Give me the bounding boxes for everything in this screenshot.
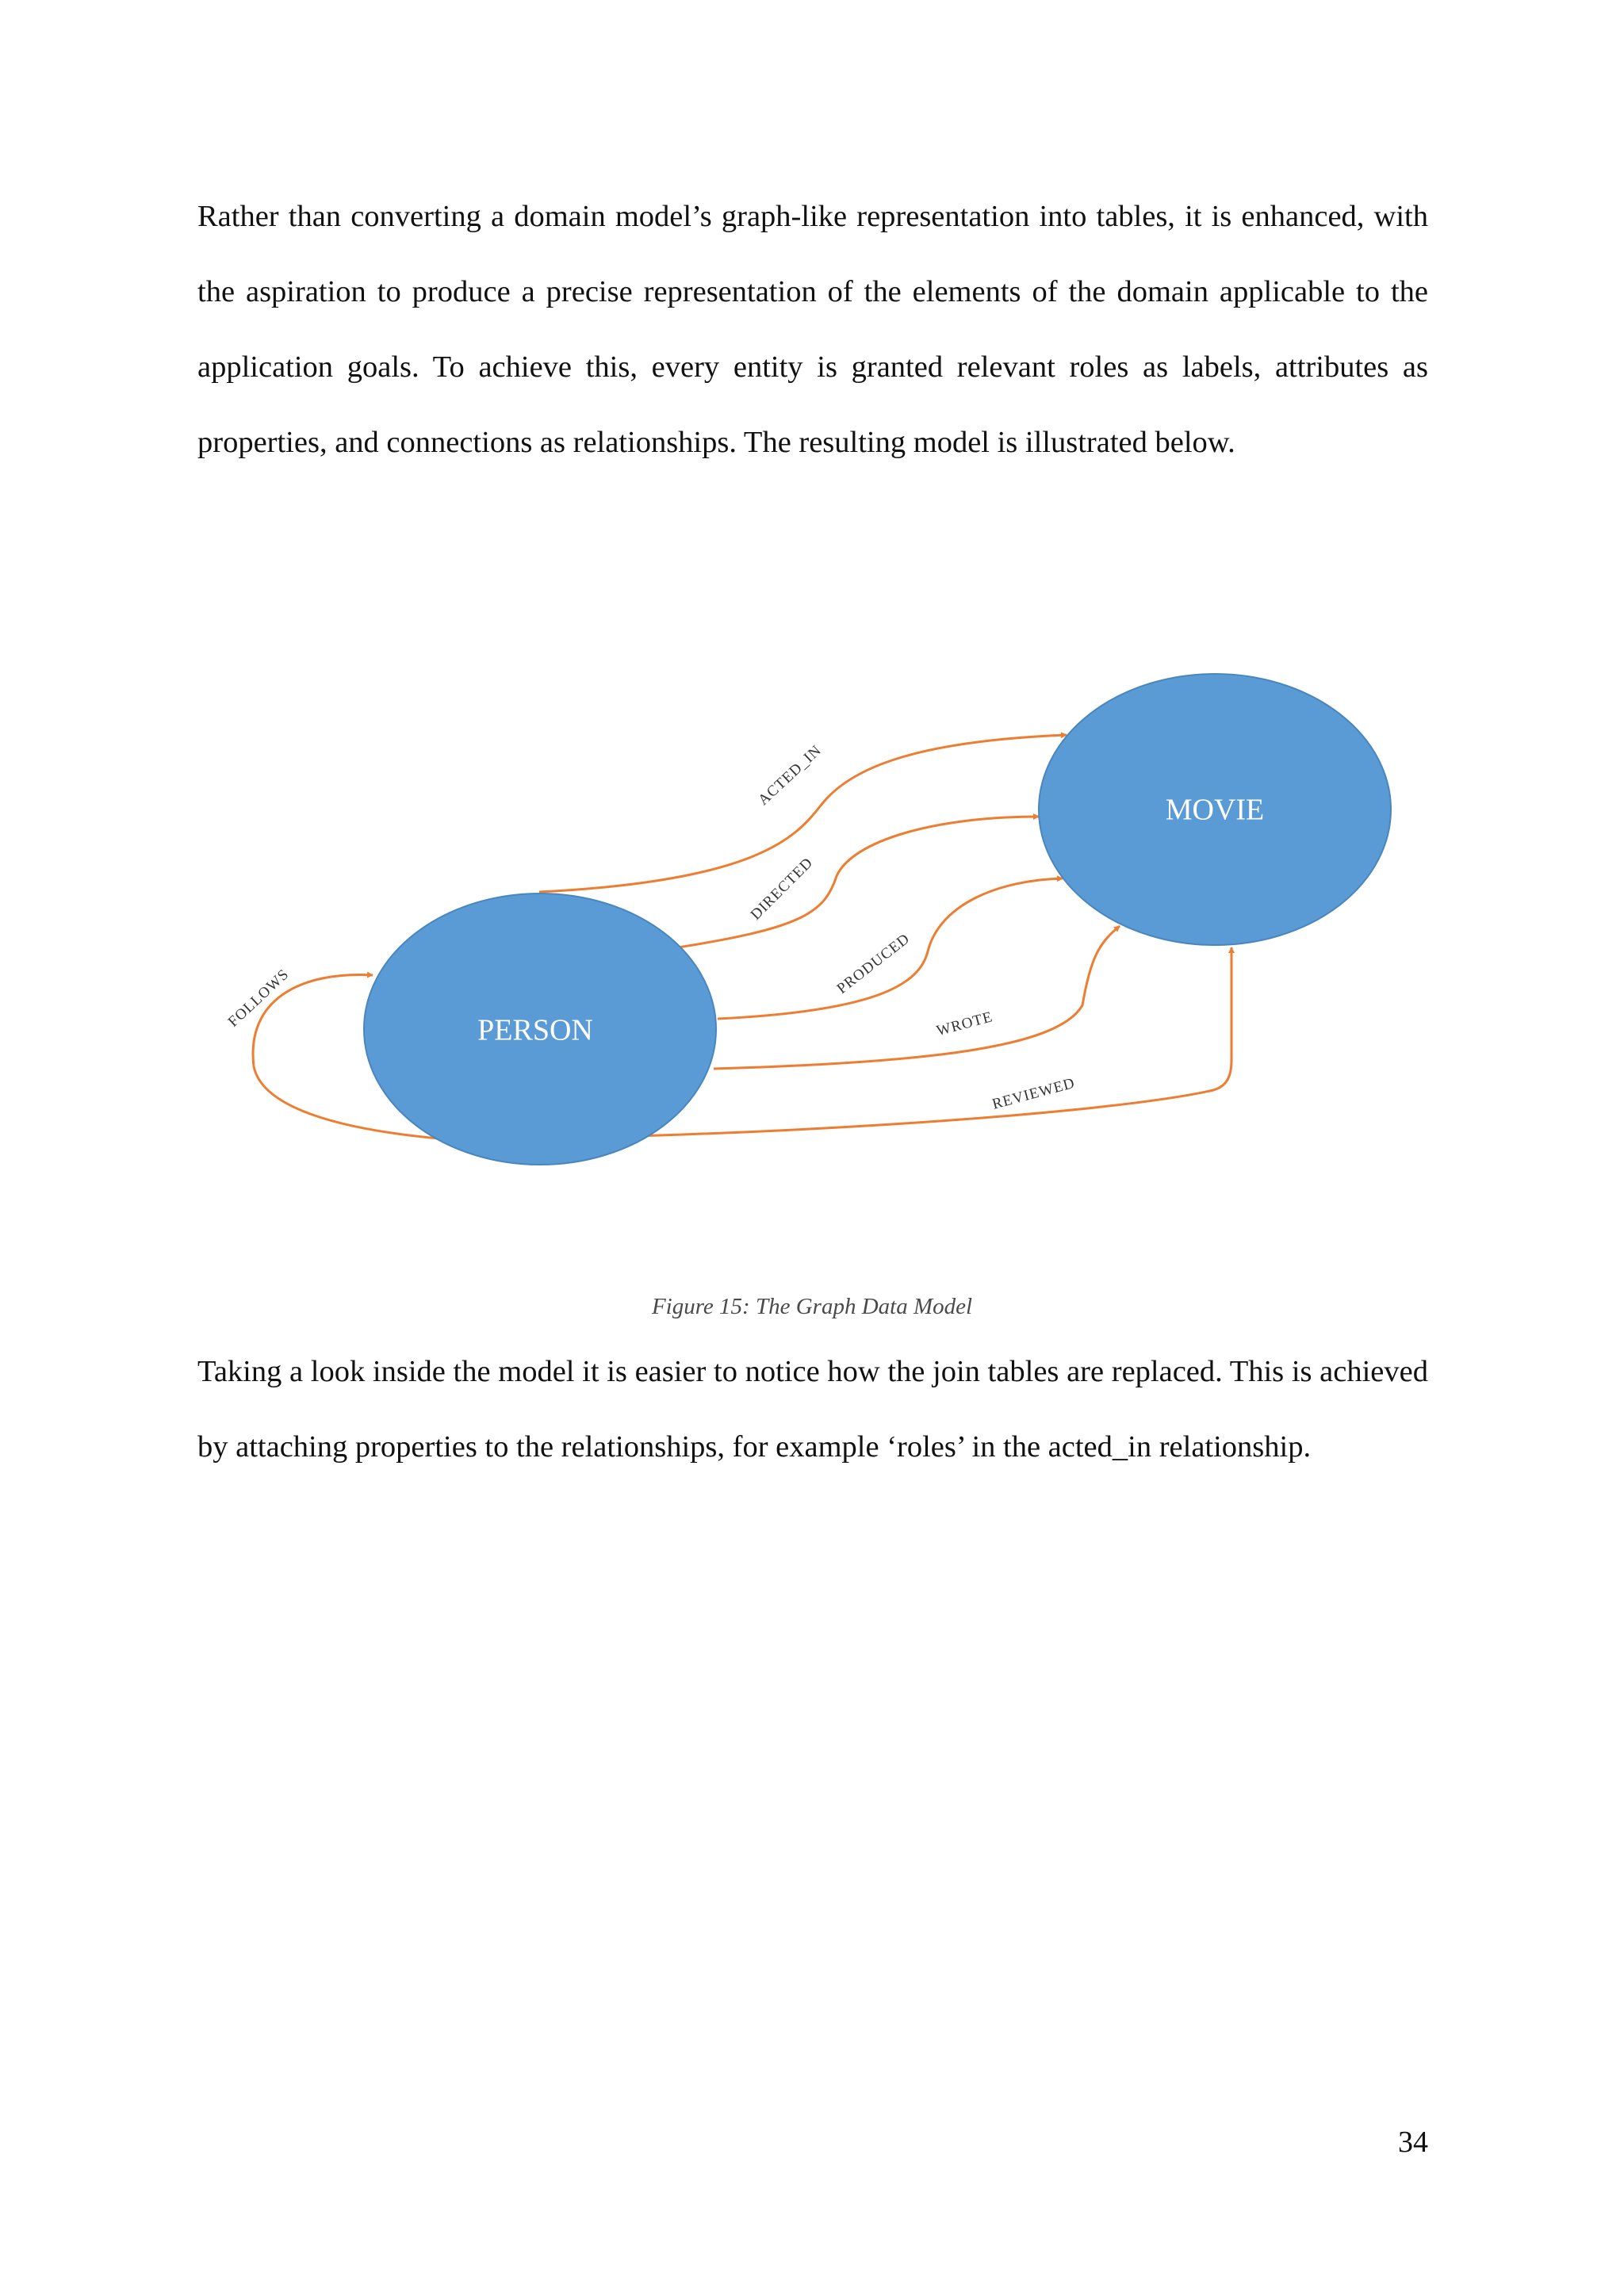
page-number: 34 — [1398, 2126, 1428, 2159]
body-paragraph: Rather than converting a domain model’s graph-like representation into tables, it is enhanced, with the aspiration to produce a precise representation of the elements of the domain applicable to the application goals. To achieve this, every entity is granted relevant roles as labels, attributes as properties, and connections as relationships. The resulting model is illustrated below. — [197, 200, 1428, 459]
edge-wrote — [714, 926, 1120, 1069]
node-movie — [1039, 674, 1391, 945]
node-label-movie: MOVIE — [1165, 793, 1265, 827]
edge-label-acted-in: ACTED_IN — [755, 741, 825, 809]
edge-label-follows: FOLLOWS — [224, 966, 293, 1031]
edge-label-directed: DIRECTED — [747, 854, 817, 924]
body-paragraph: Taking a look inside the model it is easier to notice how the join tables are replaced. This is achieved by attaching properties to the relationships, for example ‘roles’ in the acted_in relationship. — [197, 1355, 1428, 1464]
figure-caption: Figure 15: The Graph Data Model — [651, 1294, 973, 1319]
graph-data-model-figure — [0, 634, 1624, 1189]
edge-label-wrote: WROTE — [934, 1008, 995, 1040]
node-person — [364, 894, 716, 1165]
edge-label-produced: PRODUCED — [833, 930, 914, 997]
edge-label-reviewed: REVIEWED — [990, 1074, 1078, 1113]
edge-directed — [678, 817, 1039, 947]
node-label-person: PERSON — [477, 1013, 593, 1047]
